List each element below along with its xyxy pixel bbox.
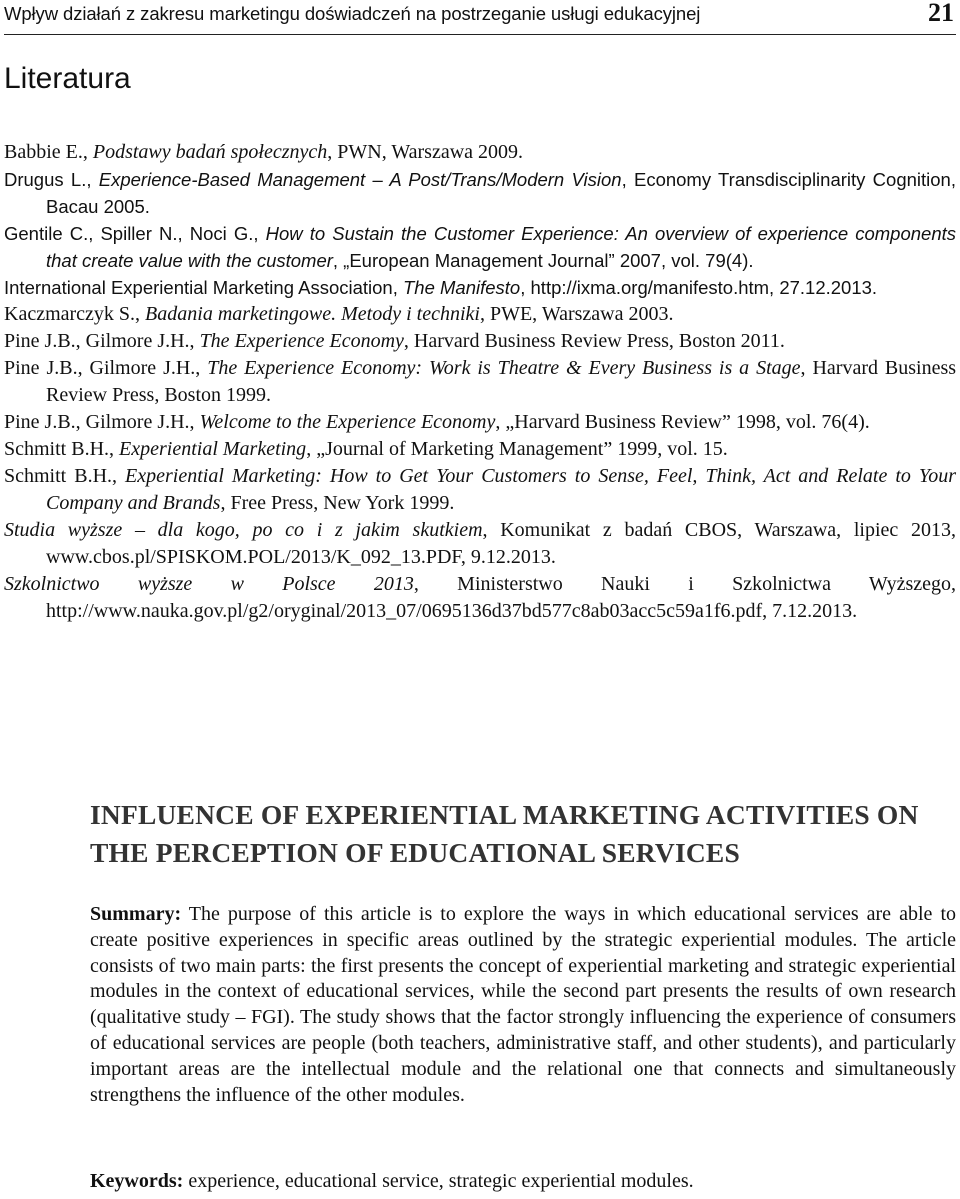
- running-title: Wpływ działań z zakresu marketingu doświadczeń na postrzeganie usługi edukacyjnej: [4, 3, 701, 24]
- keywords-label: Keywords:: [90, 1170, 184, 1192]
- ref-authors: Schmitt B.H.,: [4, 465, 126, 487]
- ref-authors: Pine J.B., Gilmore J.H.,: [4, 411, 200, 433]
- reference-item: [4, 571, 956, 625]
- reference-item: [4, 139, 956, 166]
- ref-title: Badania marketingowe. Metody i techniki: [145, 303, 480, 325]
- ref-authors: Gentile C., Spiller N., Noci G.,: [4, 223, 266, 244]
- ref-title: Welcome to the Experience Economy: [199, 411, 496, 433]
- ref-authors: International Experiential Marketing Association,: [4, 277, 403, 298]
- literature-heading: Literatura: [4, 62, 131, 95]
- ref-title: How to Sustain the Customer Experience: An overview of experience components that create value with the customer: [46, 223, 956, 271]
- reference-item: [4, 409, 956, 436]
- keywords-text: experience, educational service, strategic experiential modules.: [183, 1170, 694, 1192]
- ref-details: , „European Management Journal” 2007, vol. 79(4).: [332, 250, 754, 271]
- summary-text: The purpose of this article is to explore the ways in which educational services are able to create positive experiences in specific areas outlined by the strategic experiential modules. The article consists of two main parts: the first presents the concept of experiential marketing and strategic experiential modules in the context of educational services, while the second part presents the results of own research (qualitative study – FGI). The study shows that the factor strongly influencing the experience of consumers of educational services are people (both teachers, administrative staff, and other students), and particularly important areas are the intellectual module and the relational one that connects and simultaneously strengthens the influence of the other modules.: [90, 903, 956, 1106]
- reference-list: [4, 139, 956, 625]
- ref-title: Experiential Marketing: How to Get Your Customers to Sense, Feel, Think, Act and Relate to Your Company and Brands: [46, 465, 957, 514]
- ref-title: The Experience Economy: [199, 330, 404, 352]
- ref-title: Experiential Marketing: [119, 438, 307, 460]
- reference-item: [4, 301, 956, 328]
- ref-authors: Pine J.B., Gilmore J.H.,: [4, 357, 208, 379]
- ref-details: , Harvard Business Review Press, Boston 1999.: [46, 357, 957, 406]
- ref-title: The Experience Economy: Work is Theatre & Every Business is a Stage: [207, 357, 801, 379]
- reference-item: [4, 328, 956, 355]
- ref-authors: Drugus L.,: [4, 169, 99, 190]
- ref-authors: Kaczmarczyk S.,: [4, 303, 146, 325]
- ref-authors: Babbie E.,: [4, 141, 93, 163]
- ref-details: , Komunikat z badań CBOS, Warszawa, lipiec 2013, www.cbos.pl/SPISKOM.POL/2013/K_092_13.PDF, 9.12.2013.: [46, 519, 956, 568]
- ref-details: , Ministerstwo Nauki i Szkolnictwa Wyższego, http://www.nauka.gov.pl/g2/oryginal/2013_07/0695136d37bd577c8ab03acc5c59a1f6.pdf, 7.12.2013.: [46, 573, 956, 622]
- ref-details: , Free Press, New York 1999.: [220, 492, 455, 514]
- reference-item: [4, 166, 956, 220]
- page-number: 21: [928, 0, 954, 27]
- ref-details: , Harvard Business Review Press, Boston 2011.: [403, 330, 785, 352]
- reference-item: [4, 274, 956, 301]
- ref-details: , „Harvard Business Review” 1998, vol. 76(4).: [495, 411, 870, 433]
- reference-item: [4, 517, 956, 571]
- ref-title: Experience-Based Management – A Post/Trans/Modern Vision: [98, 169, 622, 190]
- ref-title: Podstawy badań społecznych: [92, 141, 328, 163]
- reference-item: [4, 436, 956, 463]
- keywords-paragraph: [90, 1168, 956, 1194]
- ref-authors: Pine J.B., Gilmore J.H.,: [4, 330, 200, 352]
- ref-details: , http://ixma.org/manifesto.htm, 27.12.2013.: [520, 277, 878, 298]
- ref-details: , PWE, Warszawa 2003.: [479, 303, 674, 325]
- ref-details: , „Journal of Marketing Management” 1999, vol. 15.: [306, 438, 728, 460]
- ref-title: Studia wyższe – dla kogo, po co i z jakim skutkiem: [4, 519, 483, 541]
- summary-paragraph: [90, 902, 956, 1108]
- ref-authors: Schmitt B.H.,: [4, 438, 120, 460]
- reference-item: [4, 220, 956, 274]
- reference-item: [4, 355, 956, 409]
- ref-title: The Manifesto: [403, 277, 521, 298]
- reference-item: [4, 463, 956, 517]
- page-header: [4, 0, 956, 35]
- english-article-title: INFLUENCE OF EXPERIENTIAL MARKETING ACTIVITIES ON THE PERCEPTION OF EDUCATIONAL SERVICES: [90, 799, 919, 868]
- summary-label: Summary:: [90, 903, 182, 925]
- ref-details: , PWN, Warszawa 2009.: [327, 141, 524, 163]
- ref-details: , Economy Transdisciplinarity Cognition, Bacau 2005.: [46, 169, 956, 217]
- ref-title: Szkolnictwo wyższe w Polsce 2013: [4, 573, 414, 595]
